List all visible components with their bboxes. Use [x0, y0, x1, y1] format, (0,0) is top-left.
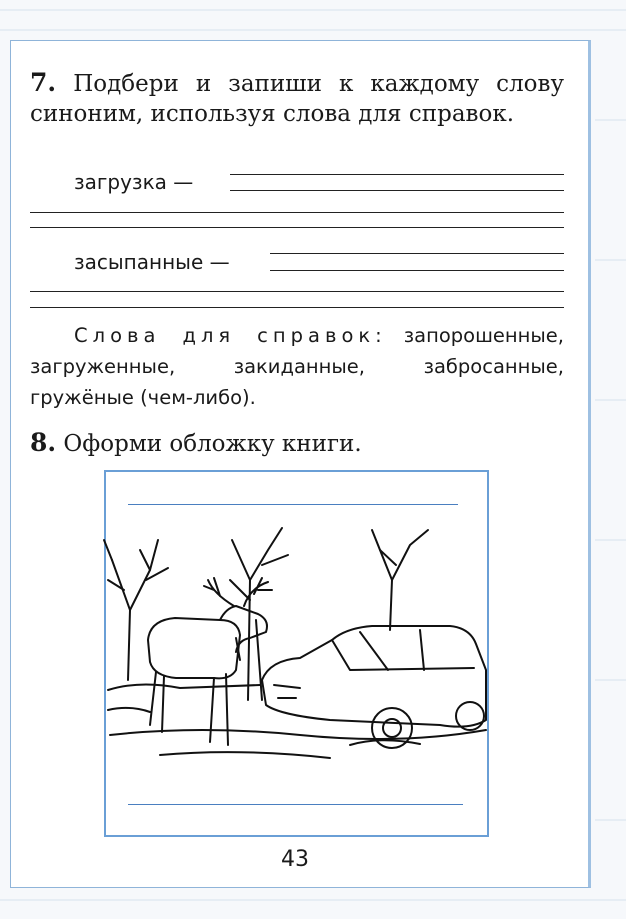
- answer-line[interactable]: [30, 307, 564, 308]
- task-8-text: Оформи обложку книги.: [63, 431, 362, 457]
- answer-line[interactable]: [30, 227, 564, 228]
- reference-words: [30, 320, 564, 413]
- answer-line[interactable]: [270, 270, 564, 271]
- cover-title-line[interactable]: [128, 504, 458, 505]
- answer-line[interactable]: [30, 212, 564, 213]
- page-number: 43: [281, 847, 309, 872]
- reference-list: запорошенные, загруженные, закиданные, забросанные, гружёные (чем-либо).: [30, 324, 565, 409]
- moose-and-car-illustration: [0, 520, 626, 770]
- task-8-number: 8.: [30, 428, 57, 457]
- answer-line[interactable]: [270, 253, 564, 254]
- answer-line[interactable]: [30, 291, 564, 292]
- answer-line[interactable]: [230, 174, 564, 175]
- answer-line[interactable]: [230, 190, 564, 191]
- task-8-instruction: [30, 428, 564, 459]
- task-7-instruction: [30, 68, 564, 129]
- reference-label: Слова для справок:: [74, 324, 387, 347]
- word-zagruzka: загрузка —: [74, 170, 194, 194]
- task-7-text: Подбери и запиши к каждому слову синоним, используя слова для справок.: [30, 71, 565, 127]
- task-7-number: 7.: [30, 68, 57, 97]
- word-zasypannye: засыпанные —: [74, 250, 230, 274]
- cover-author-line[interactable]: [128, 804, 463, 805]
